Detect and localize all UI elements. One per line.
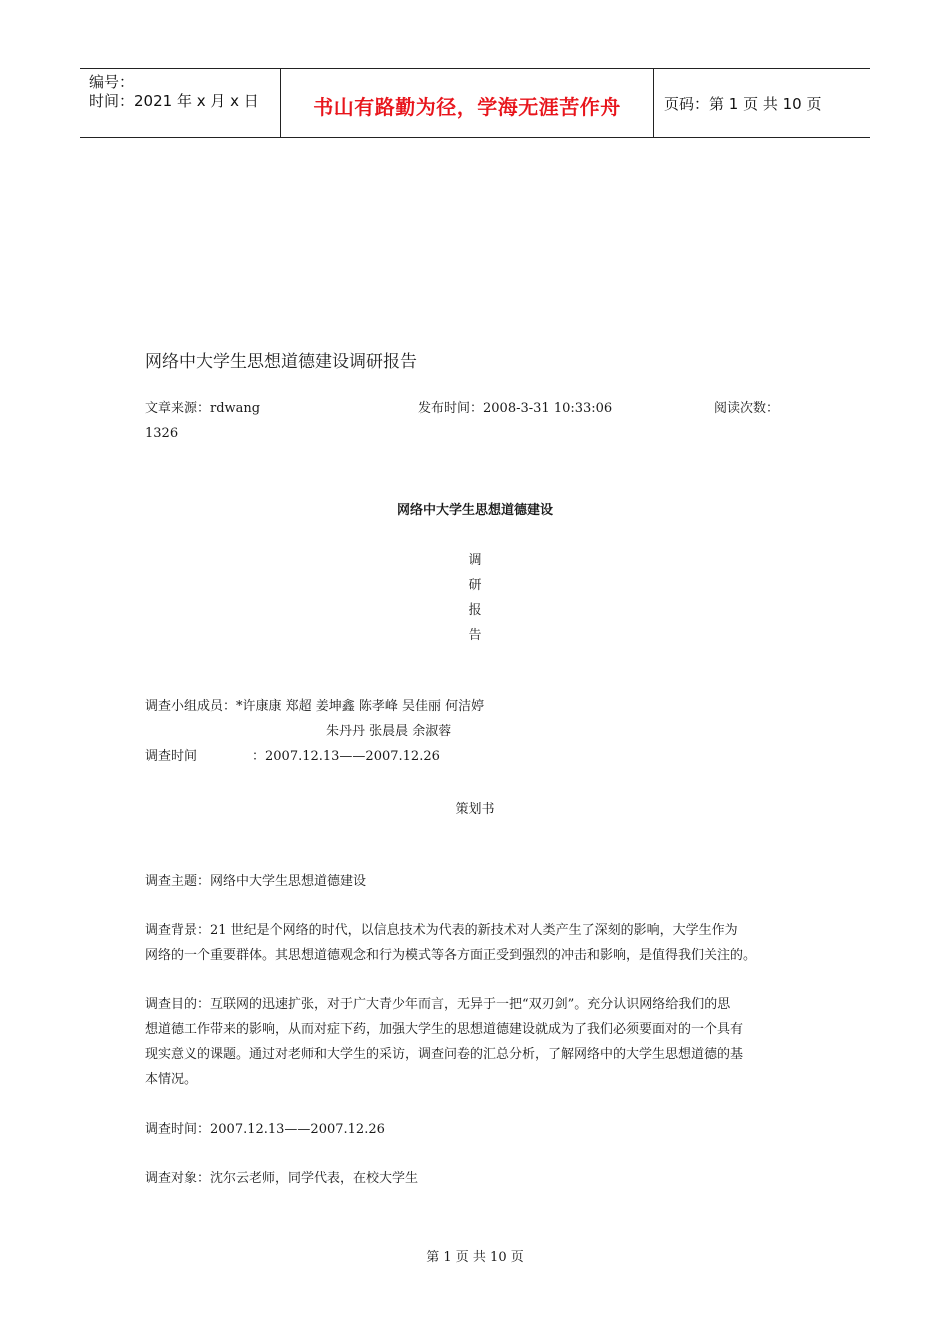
purpose-line: 调查目的：互联网的迅速扩张，对于广大青少年而言，无异于一把“双刃剑”。充分认识网络给我们的思 (145, 997, 731, 1012)
header-motto: 书山有路勤为径，学海无涯苦作舟 (281, 69, 654, 137)
members-line-1: 调查小组成员：*许康康 郑超 姜坤鑫 陈孝峰 吴佳丽 何洁婷 (145, 699, 485, 714)
background-line: 网络的一个重要群体。其思想道德观念和行为模式等各方面正受到强烈的冲击和影响，是值得我们关注的。 (145, 948, 757, 963)
survey-background (145, 918, 817, 968)
page-footer: 第 1 页 共 10 页 (426, 1250, 524, 1265)
document-header (80, 68, 870, 138)
survey-time-value: ：2007.12.13——2007.12.26 (252, 749, 440, 764)
article-read-count: 1326 (145, 426, 179, 441)
vertical-char-1: 调 (468, 553, 482, 568)
survey-theme: 调查主题：网络中大学生思想道德建设 (145, 874, 367, 889)
article-source: 文章来源：rdwang (145, 401, 261, 416)
background-line: 调查背景：21 世纪是个网络的时代，以信息技术为代表的新技术对人类产生了深刻的影响，大学生作为 (145, 923, 738, 938)
survey-target-line: 调查对象：沈尔云老师，同学代表，在校大学生 (145, 1171, 419, 1186)
article-title: 网络中大学生思想道德建设调研报告 (145, 352, 417, 372)
vertical-char-4: 告 (468, 628, 482, 643)
article-publish-time: 发布时间：2008-3-31 10:33:06 (418, 401, 613, 416)
purpose-line: 现实意义的课题。通过对老师和大学生的采访，调查问卷的汇总分析，了解网络中的大学生思想道德的基 (145, 1047, 744, 1062)
article-read-label: 阅读次数： (714, 401, 780, 416)
vertical-char-2: 研 (468, 578, 482, 593)
members-line-2: 朱丹丹 张晨晨 余淑蓉 (326, 724, 452, 739)
header-meta-cell (80, 69, 281, 137)
purpose-line: 想道德工作带来的影响，从而对症下药，加强大学生的思想道德建设就成为了我们必须要面对的一个具有 (145, 1022, 744, 1037)
report-subtitle: 网络中大学生思想道德建设 (396, 503, 553, 518)
plan-heading: 策划书 (455, 802, 495, 817)
time-label: 时间：2021 年 x 月 x 日 (89, 92, 259, 110)
header-page-info: 页码：第 1 页 共 10 页 (664, 94, 822, 113)
survey-time-label: 调查时间 (145, 749, 198, 764)
survey-time-line: 调查时间：2007.12.13——2007.12.26 (145, 1122, 385, 1137)
purpose-line: 本情况。 (145, 1072, 198, 1087)
survey-purpose (145, 992, 817, 1092)
number-label: 编号： (89, 73, 135, 91)
vertical-char-3: 报 (468, 603, 482, 618)
